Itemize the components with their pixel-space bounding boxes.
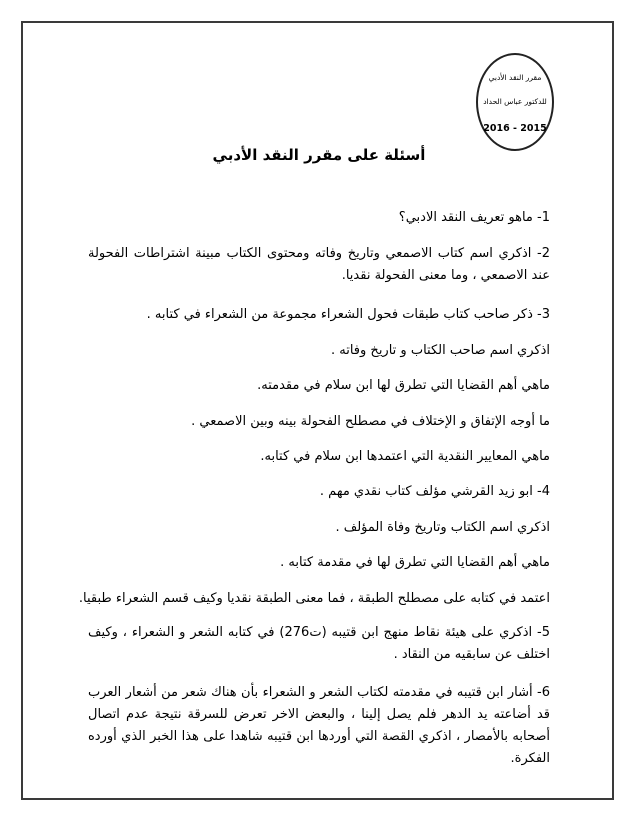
badge-course-name: مقرر النقد الأدبي [488,73,542,82]
question-6: 6- أشار ابن قتيبه في مقدمته لكتاب الشعر و الشعراء بأن هناك شعر من أشعار العرب قد أضاعته يد الدهر فلم يصل إلينا ، والبعض الاخر تعرض للسرقة نتيجة عدم اتصال أصحابه بالأمصار ، اذكري القصة التي أوردها ابن قتيبه شاهدا على هذا الخبر الذي أورده الفكرة. [88,685,550,766]
question-3-part-c: ما أوجه الإتفاق و الإختلاف في مصطلح الفحولة بينه وبين الاصمعي . [191,414,550,429]
question-4-part-c: اعتمد في كتابه على مصطلح الطبقة ، فما معنى الطبقة نقديا وكيف قسم الشعراء طبقيا. [78,591,550,606]
badge-year: 2016 - 2015 [483,123,547,134]
badge-instructor: للدكتور عباس الحداد [483,97,547,106]
question-4: 4- ابو زيد القرشي مؤلف كتاب نقدي مهم . [319,484,550,499]
question-3-part-b: ماهي أهم القضايا التي تطرق لها ابن سلام في مقدمته. [257,378,550,393]
page-title: أسئلة على مقرر النقد الأدبي [212,146,426,164]
question-4-part-b: ماهي أهم القضايا التي تطرق لها في مقدمة كتابه . [280,555,550,570]
question-3-part-a: اذكري اسم صاحب الكتاب و تاريخ وفاته . [330,343,550,358]
question-1: 1- ماهو تعريف النقد الادبي؟ [398,210,550,225]
question-5: 5- اذكري على هيئة نقاط منهج ابن قتيبه (ت276) في كتابه الشعر و الشعراء ، وكيف اختلف عن سابقيه من النقاد . [88,625,551,662]
question-3-part-d: ماهي المعايير النقدية التي اعتمدها ابن سلام في كتابه. [260,449,550,464]
question-2: 2- اذكري اسم كتاب الاصمعي وتاريخ وفاته ومحتوى الكتاب مبينة اشتراطات الفحولة عند الاصمعي ، وما معنى الفحولة نقديا. [88,246,550,283]
question-3: 3- ذكر صاحب كتاب طبقات فحول الشعراء مجموعة من الشعراء في كتابه . [146,307,550,322]
question-4-part-a: اذكري اسم الكتاب وتاريخ وفاة المؤلف . [335,520,550,535]
course-badge [476,53,554,151]
